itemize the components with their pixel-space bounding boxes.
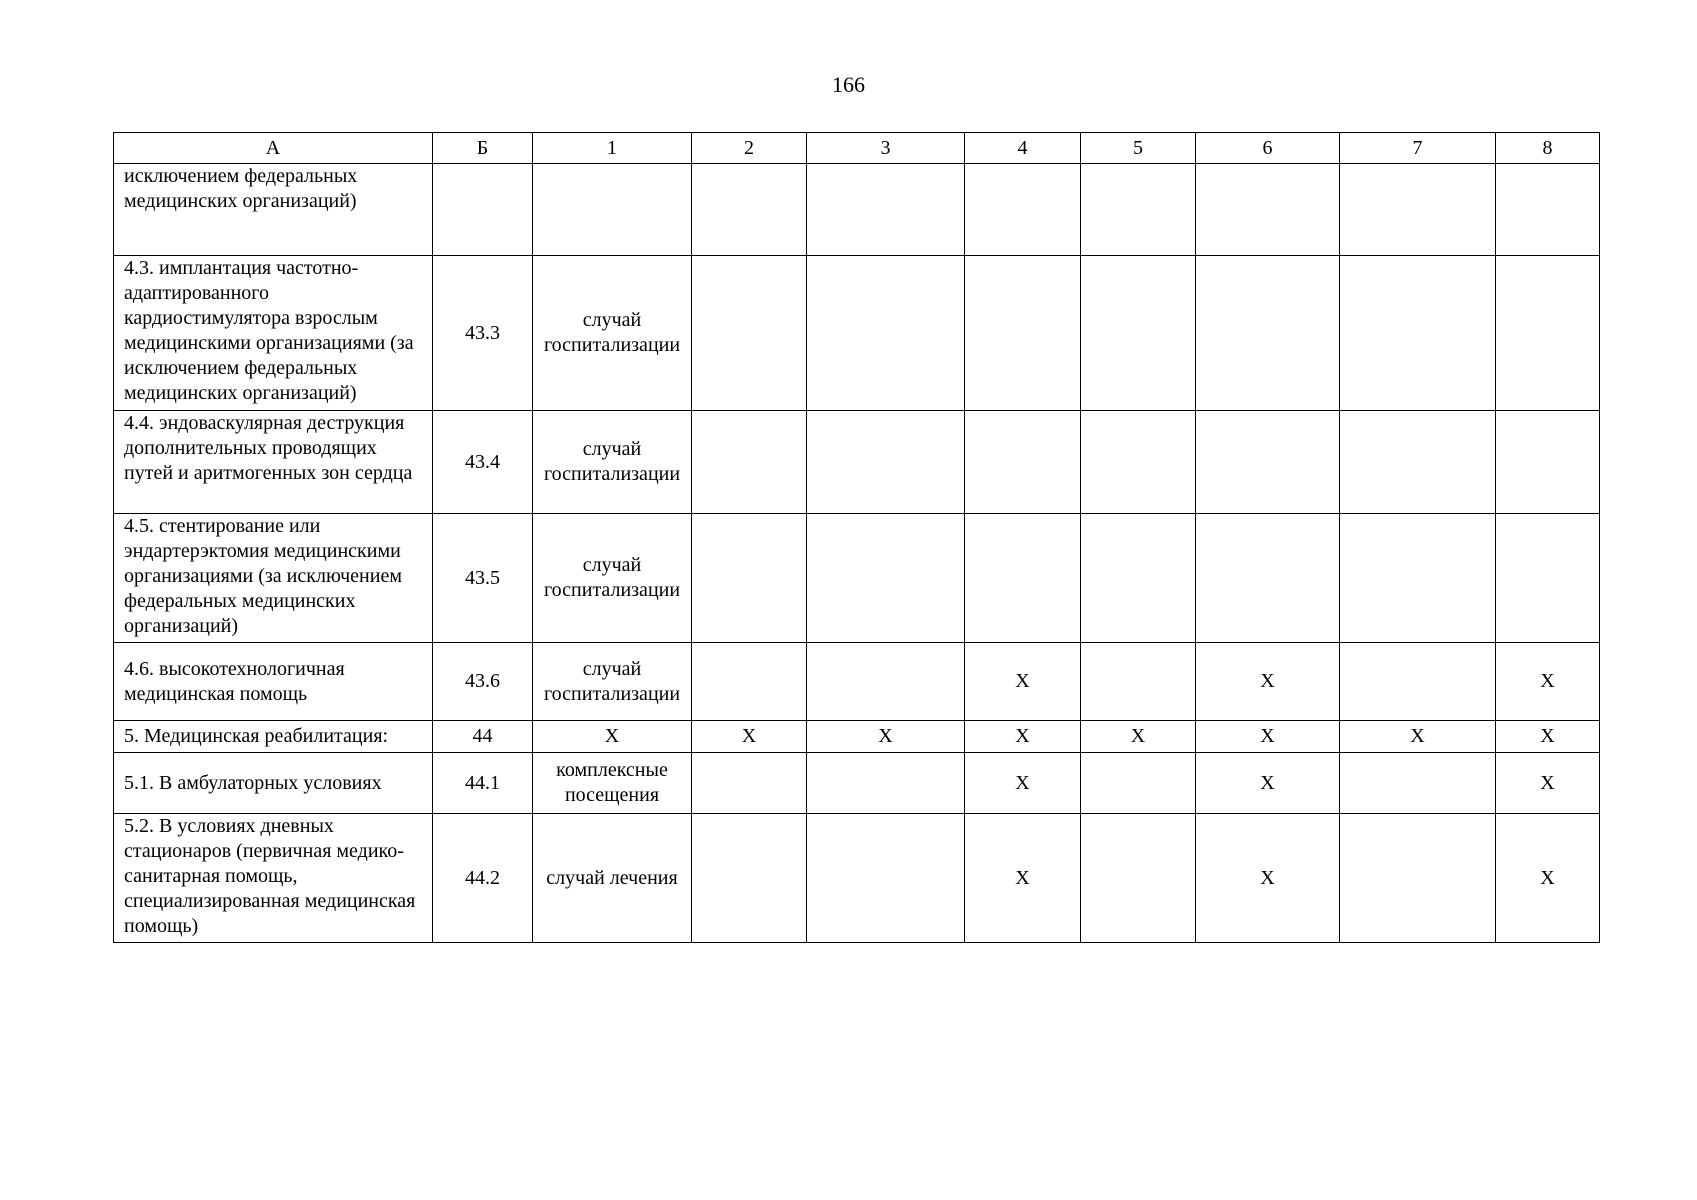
cell-col-8 [1496, 411, 1600, 514]
column-header: 4 [965, 133, 1081, 164]
cell-col-6: X [1196, 753, 1340, 814]
row-unit [533, 164, 692, 256]
cell-col-4 [965, 411, 1081, 514]
column-header: 5 [1081, 133, 1196, 164]
column-header: 8 [1496, 133, 1600, 164]
row-name: 4.3. имплантация частотно-адаптированного кардиостимулятора взрослым медицинскими организациями (за исключением федеральных медицинских организаций) [114, 256, 433, 411]
row-name: 4.6. высокотехнологичная медицинская помощь [114, 643, 433, 721]
page-number: 166 [832, 72, 865, 97]
row-name: 4.4. эндоваскулярная деструкция дополнительных проводящих путей и аритмогенных зон сердца [114, 411, 433, 514]
row-code: 43.4 [433, 411, 533, 514]
row-unit: комплексные посещения [533, 753, 692, 814]
row-unit: случай лечения [533, 814, 692, 943]
cell-col-6 [1196, 514, 1340, 643]
cell-col-3 [807, 514, 965, 643]
table-row [114, 643, 1600, 721]
row-code: 44.1 [433, 753, 533, 814]
column-header: А [114, 133, 433, 164]
cell-col-8: X [1496, 643, 1600, 721]
cell-col-7 [1340, 411, 1496, 514]
column-header: 2 [692, 133, 807, 164]
cell-col-6 [1196, 164, 1340, 256]
cell-col-3 [807, 164, 965, 256]
cell-col-5 [1081, 411, 1196, 514]
row-name: исключением федеральных медицинских организаций) [114, 164, 433, 256]
table-row [114, 514, 1600, 643]
cell-col-2 [692, 814, 807, 943]
cell-col-2 [692, 514, 807, 643]
cell-col-5 [1081, 514, 1196, 643]
cell-col-4: X [965, 753, 1081, 814]
cell-col-7 [1340, 814, 1496, 943]
cell-col-2 [692, 643, 807, 721]
cell-col-8 [1496, 164, 1600, 256]
cell-col-5: X [1081, 721, 1196, 753]
row-unit: X [533, 721, 692, 753]
table-row [114, 753, 1600, 814]
cell-col-5 [1081, 814, 1196, 943]
cell-col-6: X [1196, 814, 1340, 943]
cell-col-6 [1196, 256, 1340, 411]
cell-col-6 [1196, 411, 1340, 514]
column-header: Б [433, 133, 533, 164]
cell-col-4: X [965, 643, 1081, 721]
column-header: 3 [807, 133, 965, 164]
cell-col-8: X [1496, 721, 1600, 753]
cell-col-8 [1496, 256, 1600, 411]
row-name: 5. Медицинская реабилитация: [114, 721, 433, 753]
column-header: 7 [1340, 133, 1496, 164]
data-table [113, 132, 1600, 943]
cell-col-3 [807, 256, 965, 411]
row-code: 43.5 [433, 514, 533, 643]
header-row [114, 133, 1600, 164]
cell-col-2 [692, 256, 807, 411]
cell-col-4: X [965, 814, 1081, 943]
cell-col-3 [807, 753, 965, 814]
cell-col-5 [1081, 753, 1196, 814]
row-unit: случай госпитализации [533, 643, 692, 721]
cell-col-7 [1340, 164, 1496, 256]
cell-col-7 [1340, 256, 1496, 411]
row-unit: случай госпитализации [533, 514, 692, 643]
cell-col-4 [965, 256, 1081, 411]
cell-col-3 [807, 814, 965, 943]
cell-col-4 [965, 164, 1081, 256]
row-code: 44.2 [433, 814, 533, 943]
cell-col-7 [1340, 514, 1496, 643]
table-row [114, 814, 1600, 943]
cell-col-6: X [1196, 721, 1340, 753]
row-code: 43.3 [433, 256, 533, 411]
cell-col-5 [1081, 256, 1196, 411]
row-unit: случай госпитализации [533, 256, 692, 411]
row-code: 44 [433, 721, 533, 753]
cell-col-7 [1340, 643, 1496, 721]
cell-col-3 [807, 643, 965, 721]
table-row [114, 411, 1600, 514]
cell-col-3 [807, 411, 965, 514]
row-name: 4.5. стентирование или эндартерэктомия медицинскими организациями (за исключением федеральных медицинских организаций) [114, 514, 433, 643]
table-row [114, 721, 1600, 753]
cell-col-4: X [965, 721, 1081, 753]
row-code [433, 164, 533, 256]
cell-col-2: X [692, 721, 807, 753]
column-header: 1 [533, 133, 692, 164]
cell-col-5 [1081, 164, 1196, 256]
cell-col-4 [965, 514, 1081, 643]
cell-col-3: X [807, 721, 965, 753]
cell-col-5 [1081, 643, 1196, 721]
cell-col-2 [692, 411, 807, 514]
cell-col-7 [1340, 753, 1496, 814]
row-code: 43.6 [433, 643, 533, 721]
cell-col-2 [692, 164, 807, 256]
cell-col-6: X [1196, 643, 1340, 721]
cell-col-8 [1496, 514, 1600, 643]
table-row [114, 256, 1600, 411]
cell-col-8: X [1496, 753, 1600, 814]
row-unit: случай госпитализации [533, 411, 692, 514]
column-header: 6 [1196, 133, 1340, 164]
cell-col-2 [692, 753, 807, 814]
table-row [114, 164, 1600, 256]
row-name: 5.2. В условиях дневных стационаров (первичная медико-санитарная помощь, специализированная медицинская помощь) [114, 814, 433, 943]
cell-col-7: X [1340, 721, 1496, 753]
row-name: 5.1. В амбулаторных условиях [114, 753, 433, 814]
cell-col-8: X [1496, 814, 1600, 943]
